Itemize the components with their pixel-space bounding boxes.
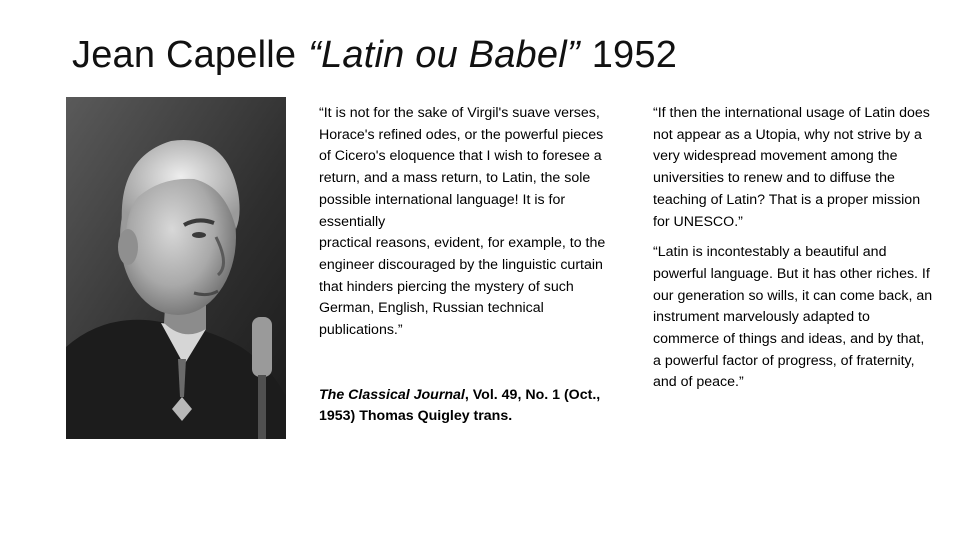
right-quote-2: “Latin is incontestably a beautiful and powerful language. But it has other riches. If our generation so wills, it can come back, an instrument marvelously adapted to commerce of things and ideas, and by that, a powerful factor of progress, of fraternity, and of peace.” [653, 244, 933, 391]
eye-shape [192, 232, 206, 238]
portrait-photo [66, 97, 286, 439]
main-quote-part-1: “It is not for the sake of Virgil's suave verses, Horace's refined odes, or the powerful pieces of Cicero's eloquence that I wish to foresee a return, and a mass return, to Latin, the sole possible international language! It is for essentially [319, 105, 604, 230]
title-year: 1952 [591, 34, 678, 76]
citation [319, 385, 619, 428]
portrait-illustration [66, 97, 286, 439]
ear-shape [118, 229, 138, 265]
citation-details: , Vol. 49, No. 1 (Oct., 1953) Thomas Quigley trans. [319, 386, 601, 425]
microphone-shape [252, 317, 272, 377]
slide-title [72, 34, 677, 77]
title-work: “Latin ou Babel” [308, 34, 580, 76]
right-quote-1: “If then the international usage of Latin does not appear as a Utopia, why not strive by a very widespread movement among the universities to renew and to diffuse the teaching of Latin? That is a proper mission for UNESCO.” [653, 105, 930, 230]
citation-journal: The Classical Journal [319, 386, 465, 403]
right-quote-column [653, 103, 933, 394]
title-author: Jean Capelle [72, 34, 297, 76]
main-quote-column [319, 103, 619, 428]
main-quote-part-2: practical reasons, evident, for example, to the engineer discouraged by the linguistic curtain that hinders piercing the mystery of such German, English, Russian technical publications.” [319, 235, 606, 339]
